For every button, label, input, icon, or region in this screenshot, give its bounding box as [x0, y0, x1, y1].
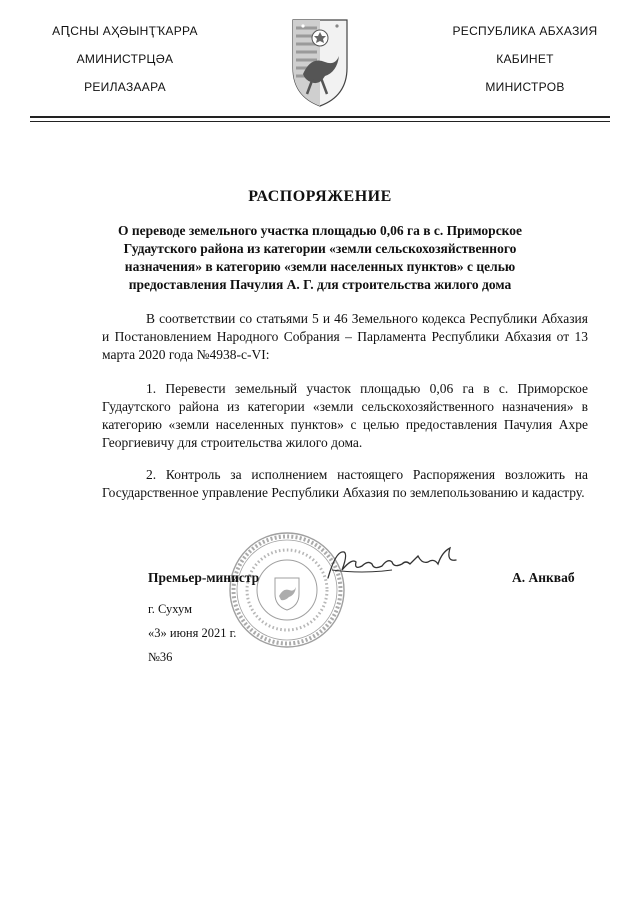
header-left-line-1: АԤСНЫ АҲӘЫНҬҠАРРА	[52, 24, 198, 38]
header-right-line-1: РЕСПУБЛИКА АБХАЗИЯ	[452, 24, 598, 38]
document-preamble: В соответствии со статьями 5 и 46 Земельного кодекса Республики Абхазия и Постановлением Народного Собрания – Парламента Республики Абхазия от 13 марта 2020 года №4938-с-VI:	[102, 311, 588, 362]
document-subject: О переводе земельного участка площадью 0,06 га в с. Приморское Гудаутского района из категории «земли сельскохозяйственного назначения» в категорию «земли населенных пунктов» с целью предоставления Пачулия А. Г. для строительства жилого дома	[117, 223, 523, 292]
document-item-2: 2. Контроль за исполнением настоящего Распоряжения возложить на Государственное управление Республики Абхазия по землепользованию и кадастру.	[102, 467, 588, 500]
header-divider-thick	[30, 116, 610, 118]
header-right-line-2: КАБИНЕТ	[496, 52, 554, 66]
coat-of-arms-icon	[289, 16, 351, 108]
issue-city: г. Сухум	[148, 602, 193, 616]
header-divider-thin	[30, 121, 610, 122]
handwritten-signature	[322, 540, 472, 590]
document-number: №36	[148, 650, 173, 664]
issue-date: «3» июня 2021 г.	[148, 626, 237, 640]
document-item-1: 1. Перевести земельный участок площадью 0,06 га в с. Приморское Гудаутского района из категории «земли сельскохозяйственного назначения» в категорию «земли населенных пунктов» с целью предоставления Пачулия Ахре Георгиевичу для строительства жилого дома.	[102, 381, 588, 450]
header-left-block	[30, 24, 220, 108]
header-right-block	[430, 24, 620, 108]
signatory-role: Премьер-министр	[148, 570, 260, 585]
document-title: РАСПОРЯЖЕНИЕ	[248, 188, 392, 205]
signatory-name: А. Анкваб	[512, 570, 575, 585]
header-left-line-2: АМИНИСТРЦӘА	[76, 52, 174, 66]
header-right-line-3: МИНИСТРОВ	[485, 80, 565, 94]
header-left-line-3: РЕИЛАЗААРА	[84, 80, 166, 94]
